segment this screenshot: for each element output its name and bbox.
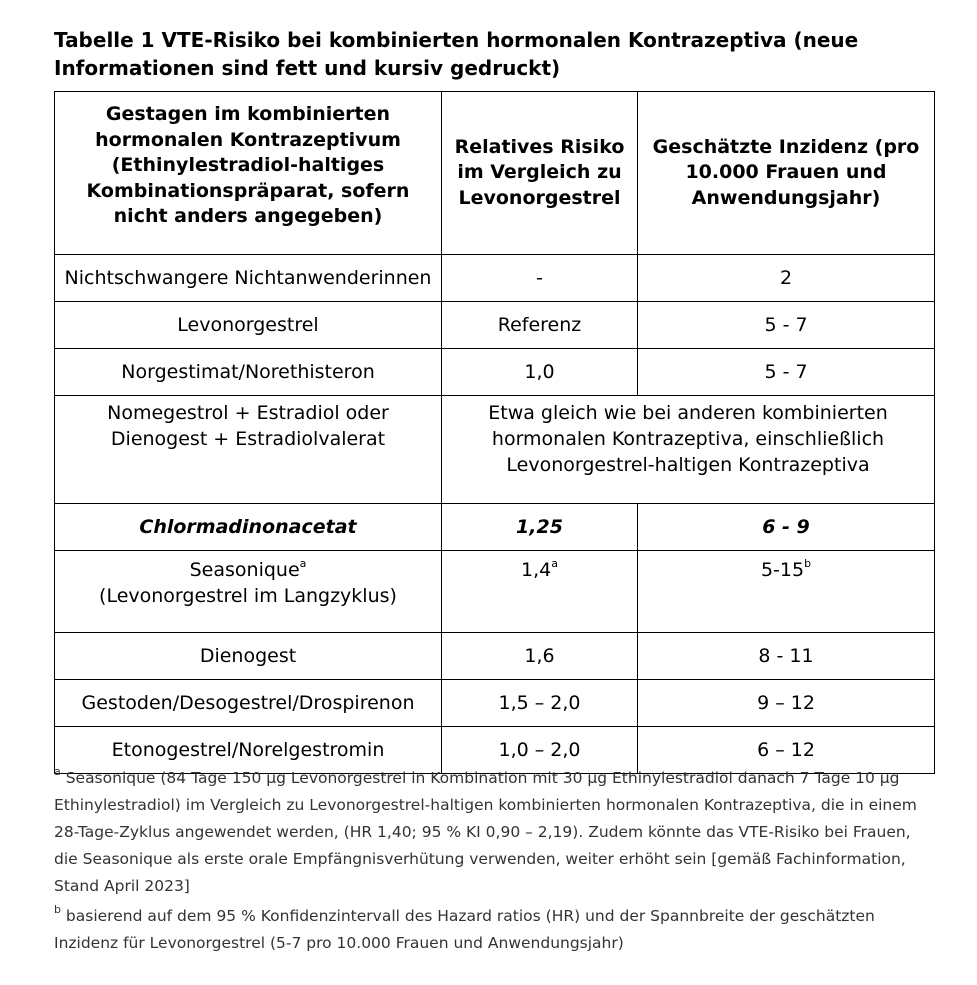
cell-gestagen-line: (Levonorgestrel im Langzyklus)	[99, 585, 397, 607]
table-row	[55, 680, 935, 727]
footnote-marker: b	[54, 902, 61, 916]
cell-incidence: 5 - 7	[638, 349, 935, 396]
cell-risk: 1,0	[442, 349, 638, 396]
cell-incidence: 9 – 12	[638, 680, 935, 727]
cell-gestagen: Chlormadinonacetat	[55, 504, 442, 551]
cell-risk: -	[442, 255, 638, 302]
cell-gestagen-name: Seasonique	[189, 559, 300, 581]
cell-gestagen: Levonorgestrel	[55, 302, 442, 349]
cell-gestagen-line: Nomegestrol + Estradiol oder	[107, 402, 389, 424]
footnote-text: Seasonique (84 Tage 150 µg Levonorgestrel in Kombination mit 30 µg Ethinylestradiol danach 7 Tage 10 µg Ethinylestradiol) im Vergleich zu Levonorgestrel-haltigen kombinierten hormonalen Kontrazeptiva, die in einem 28-Tage-Zyklus angewendet werden, (HR 1,40; 95 % KI 0,90 – 2,19). Zudem könnte das VTE-Risiko bei Frauen, die Seasonique als erste orale Empfängnisverhütung verwenden, weiter erhöht sein [gemäß Fachinformation, Stand April 2023]	[54, 769, 917, 895]
merged-note-line: hormonalen Kontrazeptiva, einschließlich	[491, 428, 885, 450]
cell-gestagen: Dienogest	[55, 633, 442, 680]
cell-gestagen: Norgestimat/Norethisteron	[55, 349, 442, 396]
footnote-marker: a	[54, 764, 61, 778]
cell-merged-note	[442, 396, 935, 504]
table-header-row	[55, 92, 935, 255]
cell-incidence: 2	[638, 255, 935, 302]
cell-gestagen	[55, 396, 442, 504]
cell-risk: 1,0 – 2,0	[442, 727, 638, 774]
cell-risk: 1,25	[442, 504, 638, 551]
cell-risk: 1,6	[442, 633, 638, 680]
cell-gestagen: Nichtschwangere Nichtanwenderinnen	[55, 255, 442, 302]
table-row	[55, 349, 935, 396]
footnote-ref: a	[299, 556, 307, 570]
table-row	[55, 302, 935, 349]
footnote-ref: a	[551, 556, 558, 570]
footnote-a	[54, 765, 934, 900]
cell-risk: 1,5 – 2,0	[442, 680, 638, 727]
table-row-highlighted	[55, 504, 935, 551]
header-relative-risk: Relatives Risiko im Vergleich zu Levonorgestrel	[442, 92, 638, 255]
cell-gestagen: Gestoden/Desogestrel/Drospirenon	[55, 680, 442, 727]
table-row	[55, 396, 935, 504]
merged-note-line: Etwa gleich wie bei anderen kombinierten	[488, 402, 888, 424]
cell-gestagen: Etonogestrel/Norelgestromin	[55, 727, 442, 774]
cell-gestagen	[55, 551, 442, 633]
footnote-ref: b	[804, 556, 812, 570]
table-row	[55, 551, 935, 633]
header-gestagen: Gestagen im kombinierten hormonalen Kontrazeptivum (Ethinylestradiol-haltiges Kombinationspräparat, sofern nicht anders angegeben)	[55, 92, 442, 255]
table-title: Tabelle 1 VTE-Risiko bei kombinierten hormonalen Kontrazeptiva (neue Informationen sind fett und kursiv gedruckt)	[54, 28, 859, 80]
table-row	[55, 255, 935, 302]
footnote-text: basierend auf dem 95 % Konfidenzintervall des Hazard ratios (HR) und der Spannbreite der geschätzten Inzidenz für Levonorgestrel (5-7 pro 10.000 Frauen und Anwendungsjahr)	[54, 907, 875, 952]
cell-risk: Referenz	[442, 302, 638, 349]
cell-risk-value: 1,4	[521, 559, 552, 581]
cell-gestagen-line: Dienogest + Estradiolvalerat	[110, 428, 386, 450]
cell-incidence: 5 - 7	[638, 302, 935, 349]
cell-incidence: 8 - 11	[638, 633, 935, 680]
cell-incidence: 6 - 9	[638, 504, 935, 551]
cell-incidence	[638, 551, 935, 633]
cell-incidence: 6 – 12	[638, 727, 935, 774]
cell-risk	[442, 551, 638, 633]
header-incidence: Geschätzte Inzidenz (pro 10.000 Frauen und Anwendungsjahr)	[638, 92, 935, 255]
table-row	[55, 633, 935, 680]
footnote-b	[54, 903, 934, 957]
vte-risk-table	[54, 91, 935, 774]
merged-note-line: Levonorgestrel-haltigen Kontrazeptiva	[506, 454, 870, 476]
cell-incidence-value: 5-15	[760, 559, 805, 581]
